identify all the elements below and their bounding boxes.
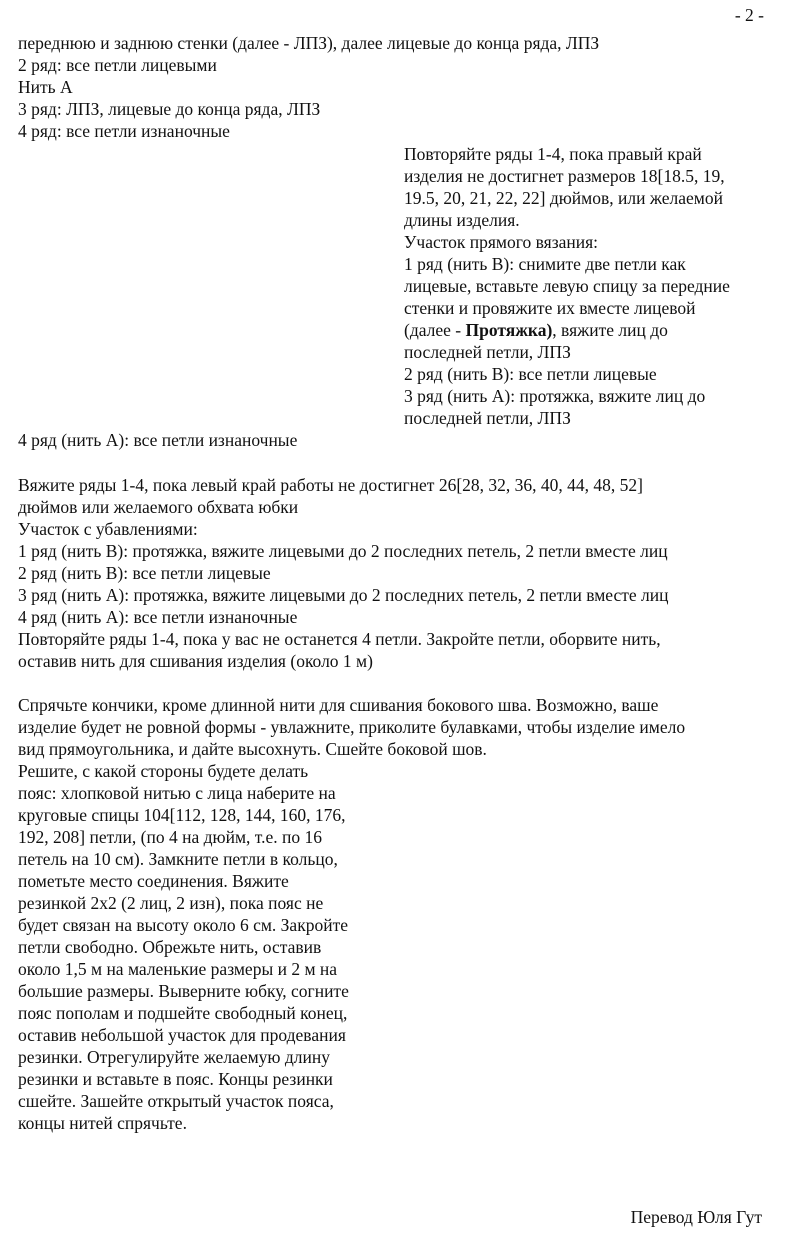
row4-line: 4 ряд (нить А): все петли изнаночные <box>18 430 298 450</box>
bold-term-protyazhka: Протяжка) <box>465 320 553 340</box>
middle-line-4: 1 ряд (нить В): протяжка, вяжите лицевыми до 2 последних петель, 2 петли вместе лиц <box>18 541 668 561</box>
waistband-line-6: пометьте место соединения. Вяжите <box>18 871 289 891</box>
top-line-5: 4 ряд: все петли изнаночные <box>18 121 230 141</box>
middle-line-8: Повторяйте ряды 1-4, пока у вас не останется 4 петли. Закройте петли, оборвите нить, <box>18 629 661 649</box>
right-line-6: 1 ряд (нить В): снимите две петли как <box>404 254 686 274</box>
waistband-line-9: петли свободно. Обрежьте нить, оставив <box>18 937 322 957</box>
middle-line-6: 3 ряд (нить А): протяжка, вяжите лицевыми до 2 последних петель, 2 петли вместе лиц <box>18 585 669 605</box>
waistband-line-5: петель на 10 см). Замкните петли в кольцо, <box>18 849 338 869</box>
right-line-8: стенки и провяжите их вместе лицевой <box>404 298 696 318</box>
waistband-line-12: пояс пополам и подшейте свободный конец, <box>18 1003 348 1023</box>
footer-translator-credit: Перевод Юля Гут <box>630 1207 762 1227</box>
middle-line-9: оставив нить для сшивания изделия (около 1 м) <box>18 651 373 671</box>
bold-line-prefix: (далее - <box>404 320 466 340</box>
waistband-line-14: резинки. Отрегулируйте желаемую длину <box>18 1047 330 1067</box>
top-line-3: Нить А <box>18 77 73 97</box>
right-line-4: длины изделия. <box>404 210 520 230</box>
middle-line-1: Вяжите ряды 1-4, пока левый край работы не достигнет 26[28, 32, 36, 40, 44, 48, 52] <box>18 475 643 495</box>
waistband-line-15: резинки и вставьте в пояс. Концы резинки <box>18 1069 333 1089</box>
middle-line-2: дюймов или желаемого обхвата юбки <box>18 497 299 517</box>
waistband-line-3: круговые спицы 104[112, 128, 144, 160, 176, <box>18 805 346 825</box>
right-line-1: Повторяйте ряды 1-4, пока правый край <box>404 144 702 164</box>
right-line-11: 2 ряд (нить В): все петли лицевые <box>404 364 657 384</box>
waistband-line-17: концы нитей спрячьте. <box>18 1113 187 1133</box>
waistband-line-7: резинкой 2х2 (2 лиц, 2 изн), пока пояс не <box>18 893 324 913</box>
waistband-line-11: большие размеры. Выверните юбку, согните <box>18 981 349 1001</box>
waistband-line-13: оставив небольшой участок для продевания <box>18 1025 346 1045</box>
finish-line-2: изделие будет не ровной формы - увлажните, приколите булавками, чтобы изделие имело <box>18 717 686 737</box>
waistband-line-8: будет связан на высоту около 6 см. Закройте <box>18 915 348 935</box>
right-line-3: 19.5, 20, 21, 22, 22] дюймов, или желаемой <box>404 188 723 208</box>
right-line-2: изделия не достигнет размеров 18[18.5, 19, <box>404 166 725 186</box>
right-line-7: лицевые, вставьте левую спицу за передние <box>404 276 730 296</box>
right-line-9 <box>404 319 668 341</box>
middle-line-5: 2 ряд (нить В): все петли лицевые <box>18 563 271 583</box>
waistband-line-4: 192, 208] петли, (по 4 на дюйм, т.е. по 16 <box>18 827 322 847</box>
right-line-5: Участок прямого вязания: <box>404 232 599 252</box>
waistband-line-16: сшейте. Зашейте открытый участок пояса, <box>18 1091 334 1111</box>
top-line-4: 3 ряд: ЛПЗ, лицевые до конца ряда, ЛПЗ <box>18 99 321 119</box>
waistband-line-1: Решите, с какой стороны будете делать <box>18 761 309 781</box>
waistband-line-10: около 1,5 м на маленькие размеры и 2 м на <box>18 959 338 979</box>
page-number: - 2 - <box>734 5 764 25</box>
right-line-13: последней петли, ЛПЗ <box>404 408 571 428</box>
bold-line-suffix: , вяжите лиц до <box>552 320 668 340</box>
waistband-line-2: пояс: хлопковой нитью с лица наберите на <box>18 783 336 803</box>
top-line-1: переднюю и заднюю стенки (далее - ЛПЗ), далее лицевые до конца ряда, ЛПЗ <box>18 33 600 53</box>
finish-line-1: Спрячьте кончики, кроме длинной нити для сшивания бокового шва. Возможно, ваше <box>18 695 659 715</box>
finish-line-3: вид прямоугольника, и дайте высохнуть. Сшейте боковой шов. <box>18 739 487 759</box>
middle-line-3: Участок с убавлениями: <box>18 519 198 539</box>
right-line-10: последней петли, ЛПЗ <box>404 342 571 362</box>
top-line-2: 2 ряд: все петли лицевыми <box>18 55 217 75</box>
middle-line-7: 4 ряд (нить А): все петли изнаночные <box>18 607 298 627</box>
right-line-12: 3 ряд (нить А): протяжка, вяжите лиц до <box>404 386 706 406</box>
